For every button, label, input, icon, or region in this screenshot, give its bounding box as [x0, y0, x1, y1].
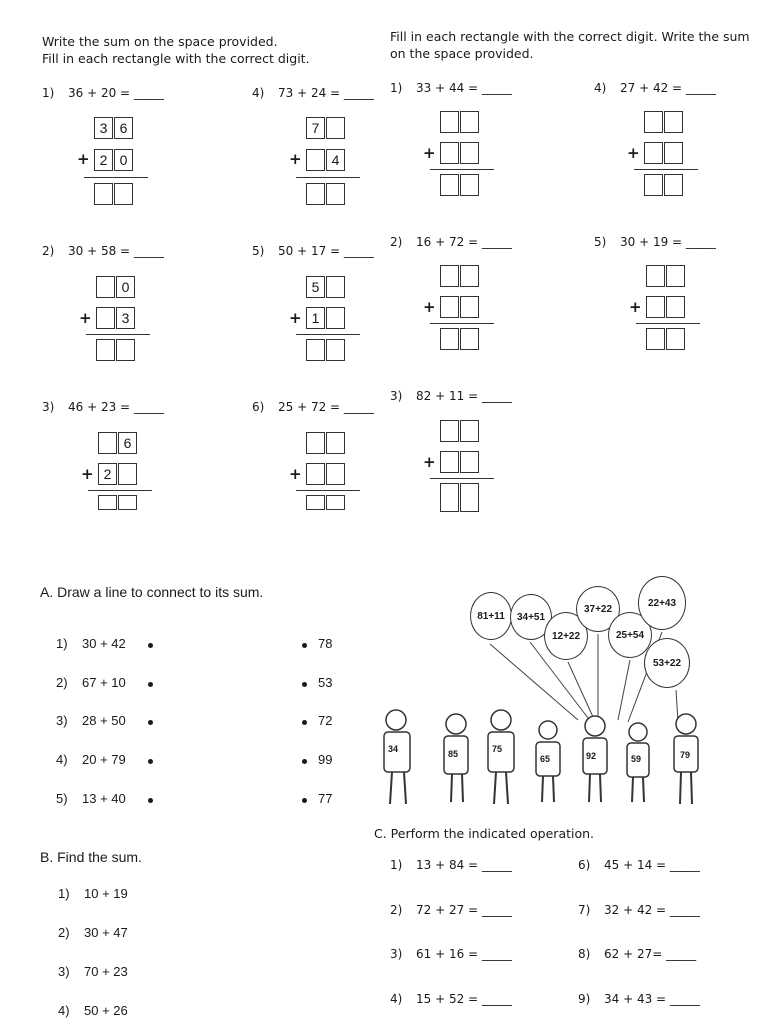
- section-b-item: [58, 925, 128, 940]
- connect-dot-left[interactable]: [148, 798, 153, 803]
- section-c-item: [578, 858, 700, 872]
- balloon: 25+54: [608, 612, 652, 658]
- section-a-item: [56, 636, 126, 651]
- item-number: 2): [58, 925, 70, 940]
- digit-box[interactable]: [664, 111, 683, 133]
- sum-line: [88, 490, 152, 491]
- ws1-problem-5: [252, 244, 374, 258]
- problem-number: 4): [252, 86, 265, 100]
- digit-box[interactable]: [440, 111, 459, 133]
- item-number: 3): [390, 947, 403, 961]
- item-number: 4): [390, 992, 403, 1006]
- sum-option: 78: [318, 636, 333, 651]
- problem-number: 1): [42, 86, 55, 100]
- digit-box[interactable]: [460, 451, 479, 473]
- problem-number: 2): [42, 244, 55, 258]
- digit-box[interactable]: [326, 463, 345, 485]
- digit-box[interactable]: [306, 463, 325, 485]
- ws1-column-4: [289, 117, 350, 213]
- answer-box[interactable]: [306, 339, 325, 361]
- sum-line: [296, 490, 360, 491]
- connect-dot-left[interactable]: [148, 643, 153, 648]
- connect-dot-left[interactable]: [148, 682, 153, 687]
- item-number: 1): [390, 858, 403, 872]
- section-b-item: [58, 886, 128, 901]
- digit-box[interactable]: 0: [116, 276, 135, 298]
- connect-dot-left[interactable]: [148, 759, 153, 764]
- digit-box[interactable]: [306, 149, 325, 171]
- connect-dot-right[interactable]: [302, 682, 307, 687]
- sum-option: 99: [318, 752, 333, 767]
- problem-number: 6): [252, 400, 265, 414]
- plus-sign: +: [627, 144, 640, 162]
- balloons-illustration: [378, 572, 718, 812]
- section-c-item: [578, 992, 700, 1006]
- balloon: 34+51: [510, 594, 552, 640]
- ws2-column-1: [423, 111, 484, 207]
- section-b-item: [58, 964, 128, 979]
- ws2-problem-5: [594, 235, 716, 249]
- digit-box[interactable]: 6: [114, 117, 133, 139]
- digit-box[interactable]: 3: [94, 117, 113, 139]
- problem-expression: 46 + 23 = _____: [68, 400, 164, 414]
- ws2-problem-4: [594, 81, 716, 95]
- item-number: 3): [58, 964, 70, 979]
- problem-expression: 82 + 11 = _____: [416, 389, 512, 403]
- section-b-item: [58, 1003, 128, 1018]
- digit-box[interactable]: [326, 117, 345, 139]
- digit-box[interactable]: [440, 142, 459, 164]
- digit-box[interactable]: [326, 276, 345, 298]
- item-number: 2): [56, 675, 68, 690]
- plus-sign: +: [289, 150, 302, 168]
- ws2-column-2: [423, 265, 484, 361]
- plus-sign: +: [79, 309, 92, 327]
- answer-box[interactable]: [644, 174, 663, 196]
- item-expression: 72 + 27 = _____: [416, 903, 512, 917]
- digit-box[interactable]: [96, 276, 115, 298]
- kid-number: 75: [492, 744, 503, 754]
- answer-box[interactable]: [666, 328, 685, 350]
- ws1-problem-1: [42, 86, 164, 100]
- problem-number: 3): [390, 389, 403, 403]
- digit-box[interactable]: 3: [116, 307, 135, 329]
- worksheet2-instructions: [390, 28, 750, 62]
- digit-box[interactable]: [326, 307, 345, 329]
- sum-option: 72: [318, 713, 333, 728]
- kid-number: 92: [586, 751, 597, 761]
- ws2-column-5: [629, 265, 690, 361]
- section-a-item: [56, 752, 126, 767]
- answer-box[interactable]: [460, 174, 479, 196]
- section-c-item: [390, 992, 512, 1006]
- worksheet1-instruction-line: Fill in each rectangle with the correct digit.: [42, 51, 310, 66]
- sum-line: [430, 169, 494, 170]
- ws1-problem-4: [252, 86, 374, 100]
- item-expression: 13 + 84 = _____: [416, 858, 512, 872]
- ws1-problem-6: [252, 400, 374, 414]
- item-number: 1): [58, 886, 70, 901]
- item-expression: 20 + 79: [82, 752, 126, 767]
- plus-sign: +: [81, 465, 94, 483]
- item-number: 3): [56, 713, 68, 728]
- digit-box[interactable]: [646, 265, 665, 287]
- worksheet2-instruction-line: Fill in each rectangle with the correct digit. Write the sum: [390, 29, 750, 44]
- answer-box[interactable]: [460, 328, 479, 350]
- item-number: 1): [56, 636, 68, 651]
- answer-box[interactable]: [306, 495, 325, 510]
- sum-line: [86, 334, 150, 335]
- digit-box[interactable]: [326, 432, 345, 454]
- ws2-column-3: [423, 420, 484, 512]
- item-number: 7): [578, 903, 591, 917]
- problem-expression: 33 + 44 = _____: [416, 81, 512, 95]
- sum-line: [636, 323, 700, 324]
- item-number: 2): [390, 903, 403, 917]
- digit-box[interactable]: [646, 296, 665, 318]
- digit-box[interactable]: [460, 296, 479, 318]
- answer-box[interactable]: [98, 495, 117, 510]
- section-a-item: [56, 791, 126, 806]
- kid-number: 59: [631, 754, 642, 764]
- connect-dot-right[interactable]: [302, 759, 307, 764]
- digit-box[interactable]: [644, 111, 663, 133]
- section-c-item: [578, 903, 700, 917]
- digit-box[interactable]: 2: [98, 463, 117, 485]
- problem-number: 3): [42, 400, 55, 414]
- item-expression: 30 + 42: [82, 636, 126, 651]
- digit-box[interactable]: [98, 432, 117, 454]
- digit-box[interactable]: 2: [94, 149, 113, 171]
- ws1-column-3: [81, 432, 142, 512]
- ws1-problem-2: [42, 244, 164, 258]
- sum-line: [430, 478, 494, 479]
- ws1-column-1: [77, 117, 138, 213]
- item-number: 9): [578, 992, 591, 1006]
- digit-box[interactable]: 5: [306, 276, 325, 298]
- item-expression: 34 + 43 = _____: [604, 992, 700, 1006]
- digit-box[interactable]: [440, 420, 459, 442]
- balloon: 53+22: [644, 638, 690, 688]
- answer-box[interactable]: [94, 183, 113, 205]
- section-c-item: [390, 947, 512, 961]
- sum-line: [296, 334, 360, 335]
- section-b-title: B. Find the sum.: [40, 849, 142, 865]
- digit-box[interactable]: [440, 451, 459, 473]
- balloon: 22+43: [638, 576, 686, 630]
- problem-expression: 16 + 72 = _____: [416, 235, 512, 249]
- digit-box[interactable]: [666, 296, 685, 318]
- digit-box[interactable]: [96, 307, 115, 329]
- item-expression: 50 + 26: [84, 1003, 128, 1018]
- section-c-item: [390, 903, 512, 917]
- ws1-column-6: [289, 432, 350, 512]
- problem-expression: 73 + 24 = _____: [278, 86, 374, 100]
- balloon: 12+22: [544, 612, 588, 660]
- item-number: 4): [58, 1003, 70, 1018]
- answer-box[interactable]: [326, 495, 345, 510]
- item-number: 6): [578, 858, 591, 872]
- ws2-column-4: [627, 111, 688, 207]
- kid-number: 85: [448, 749, 459, 759]
- item-expression: 70 + 23: [84, 964, 128, 979]
- balloon: 37+22: [576, 586, 620, 632]
- digit-box[interactable]: 0: [114, 149, 133, 171]
- connect-dot-right[interactable]: [302, 643, 307, 648]
- ws2-problem-3: [390, 389, 512, 403]
- answer-box[interactable]: [306, 183, 325, 205]
- answer-box[interactable]: [440, 483, 459, 512]
- problem-number: 5): [252, 244, 265, 258]
- ws1-column-5: [289, 276, 350, 372]
- answer-box[interactable]: [114, 183, 133, 205]
- problem-number: 5): [594, 235, 607, 249]
- plus-sign: +: [423, 298, 436, 316]
- problem-expression: 30 + 58 = _____: [68, 244, 164, 258]
- problem-expression: 25 + 72 = _____: [278, 400, 374, 414]
- answer-box[interactable]: [440, 328, 459, 350]
- sum-option: 53: [318, 675, 333, 690]
- digit-box[interactable]: [460, 111, 479, 133]
- ws2-problem-2: [390, 235, 512, 249]
- answer-box[interactable]: [96, 339, 115, 361]
- problem-number: 1): [390, 81, 403, 95]
- item-expression: 32 + 42 = _____: [604, 903, 700, 917]
- item-expression: 30 + 47: [84, 925, 128, 940]
- plus-sign: +: [423, 453, 436, 471]
- digit-box[interactable]: 6: [118, 432, 137, 454]
- digit-box[interactable]: [666, 265, 685, 287]
- item-expression: 10 + 19: [84, 886, 128, 901]
- sum-option: 77: [318, 791, 333, 806]
- kid-number: 79: [680, 750, 691, 760]
- digit-box[interactable]: [440, 265, 459, 287]
- item-expression: 62 + 27= _____: [604, 947, 697, 961]
- item-expression: 67 + 10: [82, 675, 126, 690]
- item-expression: 28 + 50: [82, 713, 126, 728]
- problem-expression: 27 + 42 = _____: [620, 81, 716, 95]
- balloon: 81+11: [470, 592, 512, 640]
- digit-box[interactable]: [644, 142, 663, 164]
- section-a-item: [56, 713, 126, 728]
- kid-number: 65: [540, 754, 551, 764]
- answer-box[interactable]: [116, 339, 135, 361]
- sum-line: [430, 323, 494, 324]
- sum-line: [634, 169, 698, 170]
- connect-dot-left[interactable]: [148, 720, 153, 725]
- digit-box[interactable]: 7: [306, 117, 325, 139]
- section-a-title: A. Draw a line to connect to its sum.: [40, 584, 264, 600]
- plus-sign: +: [423, 144, 436, 162]
- connect-dot-right[interactable]: [302, 720, 307, 725]
- problem-expression: 36 + 20 = _____: [68, 86, 164, 100]
- item-number: 5): [56, 791, 68, 806]
- kid-number: 34: [388, 744, 399, 754]
- section-c-title: C. Perform the indicated operation.: [374, 826, 595, 841]
- section-c-item: [578, 947, 696, 961]
- item-expression: 15 + 52 = _____: [416, 992, 512, 1006]
- plus-sign: +: [289, 309, 302, 327]
- digit-box[interactable]: [664, 142, 683, 164]
- item-number: 8): [578, 947, 591, 961]
- section-a-item: [56, 675, 126, 690]
- problem-expression: 30 + 19 = _____: [620, 235, 716, 249]
- ws2-problem-1: [390, 81, 512, 95]
- digit-box[interactable]: [306, 432, 325, 454]
- sum-line: [296, 177, 360, 178]
- problem-expression: 50 + 17 = _____: [278, 244, 374, 258]
- item-expression: 13 + 40: [82, 791, 126, 806]
- digit-box[interactable]: 4: [326, 149, 345, 171]
- answer-box[interactable]: [326, 339, 345, 361]
- connect-dot-right[interactable]: [302, 798, 307, 803]
- digit-box[interactable]: [460, 420, 479, 442]
- item-expression: 45 + 14 = _____: [604, 858, 700, 872]
- plus-sign: +: [629, 298, 642, 316]
- answer-box[interactable]: [664, 174, 683, 196]
- plus-sign: +: [77, 150, 90, 168]
- answer-box[interactable]: [460, 483, 479, 512]
- digit-box[interactable]: [460, 142, 479, 164]
- answer-box[interactable]: [326, 183, 345, 205]
- ws1-column-2: [79, 276, 140, 372]
- worksheet1-instructions: [42, 33, 310, 67]
- plus-sign: +: [289, 465, 302, 483]
- item-number: 4): [56, 752, 68, 767]
- item-expression: 61 + 16 = _____: [416, 947, 512, 961]
- sum-line: [84, 177, 148, 178]
- worksheet1-instruction-line: Write the sum on the space provided.: [42, 34, 278, 49]
- ws1-problem-3: [42, 400, 164, 414]
- answer-box[interactable]: [646, 328, 665, 350]
- digit-box[interactable]: [460, 265, 479, 287]
- problem-number: 2): [390, 235, 403, 249]
- worksheet2-instruction-line: on the space provided.: [390, 46, 534, 61]
- problem-number: 4): [594, 81, 607, 95]
- digit-box[interactable]: [440, 296, 459, 318]
- digit-box[interactable]: 1: [306, 307, 325, 329]
- section-c-item: [390, 858, 512, 872]
- answer-box[interactable]: [118, 495, 137, 510]
- digit-box[interactable]: [118, 463, 137, 485]
- answer-box[interactable]: [440, 174, 459, 196]
